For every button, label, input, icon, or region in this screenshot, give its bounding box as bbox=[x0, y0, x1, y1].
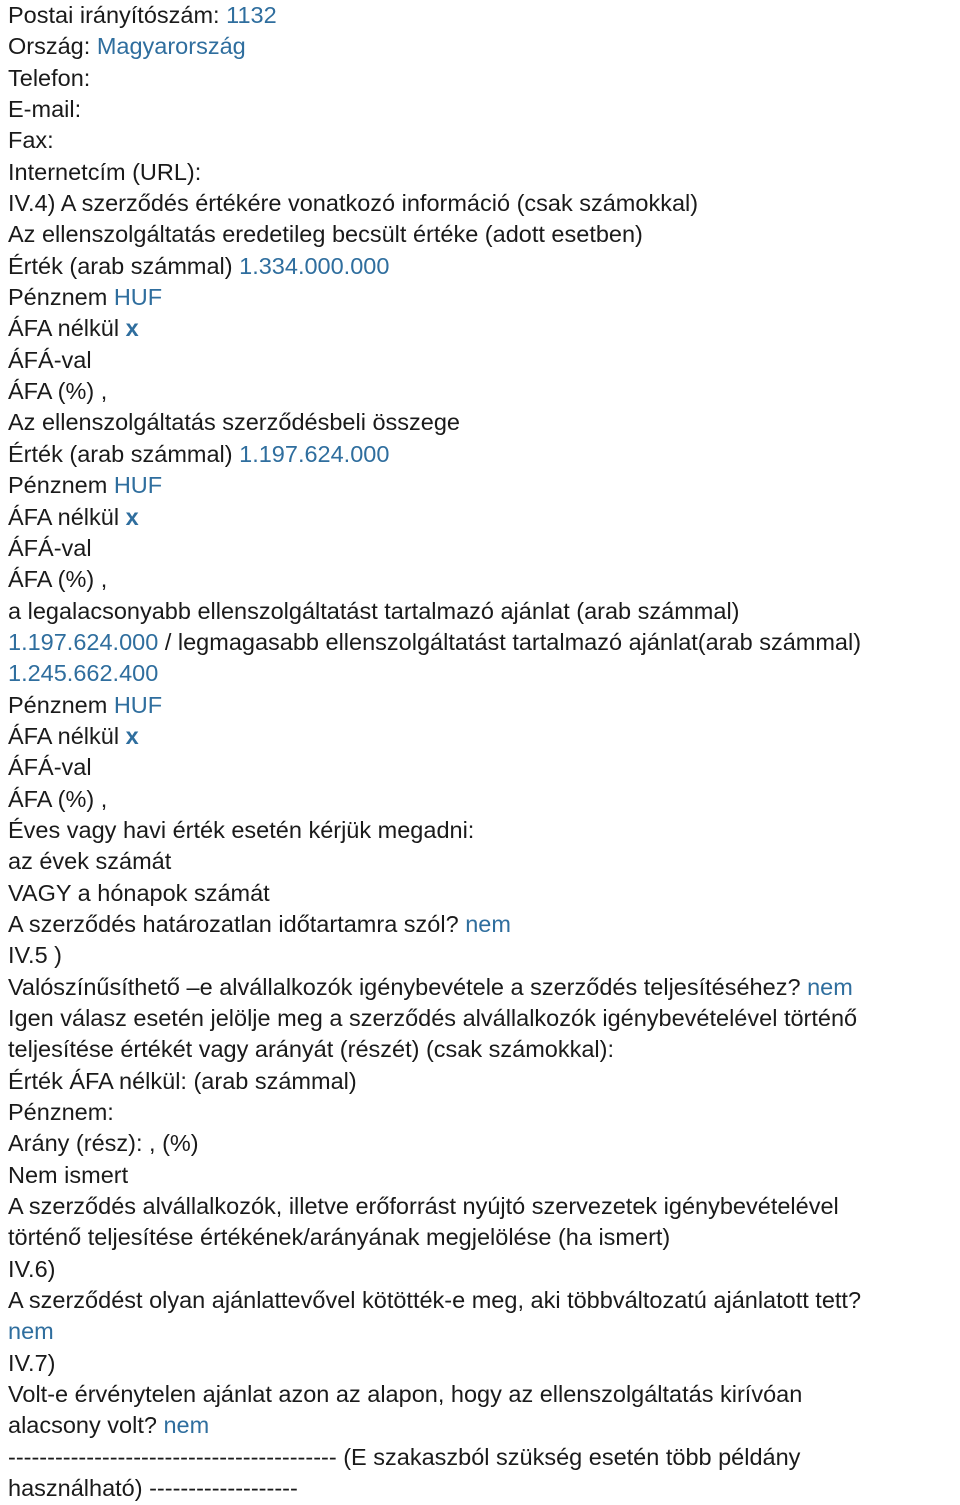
indefinite-line bbox=[8, 909, 960, 940]
no-vat-label: ÁFA nélkül bbox=[8, 503, 120, 530]
value-label: Érték (arab számmal) bbox=[8, 252, 233, 279]
with-vat-label: ÁFÁ-val bbox=[8, 534, 92, 561]
invalid-offer-question-1: Volt-e érvénytelen ajánlat azon az alapon, hogy az ellenszolgáltatás kirívóan bbox=[8, 1381, 803, 1408]
country-value: Magyarország bbox=[96, 33, 246, 60]
separator-end-line bbox=[8, 1473, 960, 1504]
postal-code-line bbox=[8, 0, 960, 31]
with-vat-label: ÁFÁ-val bbox=[8, 346, 92, 373]
postal-code-label: Postai irányítószám: bbox=[8, 2, 220, 28]
phone-label: Telefon: bbox=[8, 64, 91, 91]
currency-label: Pénznem bbox=[8, 691, 108, 718]
separator-line bbox=[8, 1442, 960, 1473]
subcontractors-answer: nem bbox=[807, 973, 853, 1000]
no-vat-line bbox=[8, 721, 960, 752]
highest-offer-value: 1.245.662.400 bbox=[8, 660, 159, 687]
url-label: Internetcím (URL): bbox=[8, 158, 202, 185]
lowest-offer-value: 1.197.624.000 bbox=[8, 628, 159, 655]
separator-dashes-right: ------------------- bbox=[149, 1475, 298, 1502]
email-label: E-mail: bbox=[8, 96, 82, 123]
subcontractors-resources-2: történő teljesítése értékének/arányának megjelölése (ha ismert) bbox=[8, 1224, 671, 1251]
section-iv4-heading: IV.4) A szerződés értékére vonatkozó információ (csak számokkal) bbox=[8, 190, 699, 217]
section-iv6-heading: IV.6) bbox=[8, 1255, 56, 1282]
no-vat-label: ÁFA nélkül bbox=[8, 722, 120, 749]
contract-sum-heading: Az ellenszolgáltatás szerződésbeli összege bbox=[8, 409, 460, 436]
subcontractors-detail-2: teljesítése értékét vagy arányát (részét) (csak számokkal): bbox=[8, 1036, 614, 1063]
postal-code-value: 1132 bbox=[226, 2, 277, 28]
fax-label: Fax: bbox=[8, 127, 54, 154]
separator-note-2: használható) bbox=[8, 1475, 143, 1502]
section-iv5-heading: IV.5 ) bbox=[8, 942, 62, 969]
months-label: VAGY a hónapok számát bbox=[8, 879, 270, 906]
years-label: az évek számát bbox=[8, 848, 172, 875]
value-label: Érték (arab számmal) bbox=[8, 440, 233, 467]
indefinite-answer: nem bbox=[465, 910, 511, 937]
country-label: Ország: bbox=[8, 33, 91, 60]
subcontractors-resources-1: A szerződés alvállalkozók, illetve erőforrást nyújtó szervezetek igénybevételével bbox=[8, 1193, 839, 1220]
original-estimate-heading: Az ellenszolgáltatás eredetileg becsült értéke (adott esetben) bbox=[8, 221, 643, 248]
unknown-label: Nem ismert bbox=[8, 1161, 129, 1188]
no-vat-mark: x bbox=[125, 315, 139, 342]
currency-line bbox=[8, 690, 960, 721]
currency-line bbox=[8, 470, 960, 501]
contract-value-line bbox=[8, 439, 960, 470]
subcontractors-question: Valószínűsíthető –e alvállalkozók igénybevétele a szerződés teljesítéséhez? bbox=[8, 973, 801, 1000]
vat-pct-label: ÁFA (%) , bbox=[8, 378, 108, 405]
currency-line bbox=[8, 282, 960, 313]
separator-dashes-left: ------------------------------------------ bbox=[8, 1443, 337, 1470]
section-iv7-heading: IV.7) bbox=[8, 1349, 56, 1376]
lowest-offer-label: a legalacsonyabb ellenszolgáltatást tartalmazó ajánlat (arab számmal) bbox=[8, 597, 740, 624]
no-vat-mark: x bbox=[125, 722, 139, 749]
currency-value: HUF bbox=[113, 691, 163, 718]
subcontractors-line bbox=[8, 972, 960, 1003]
currency-label: Pénznem bbox=[8, 472, 108, 499]
currency-colon-label: Pénznem: bbox=[8, 1099, 114, 1126]
value-no-vat-label: Érték ÁFA nélkül: (arab számmal) bbox=[8, 1067, 357, 1094]
no-vat-line bbox=[8, 313, 960, 344]
no-vat-mark: x bbox=[125, 503, 139, 530]
contract-value: 1.197.624.000 bbox=[239, 440, 390, 467]
variant-offer-answer: nem bbox=[8, 1318, 54, 1345]
invalid-offer-answer: nem bbox=[163, 1412, 210, 1439]
invalid-offer-line bbox=[8, 1410, 960, 1441]
estimated-value-line bbox=[8, 251, 960, 282]
subcontractors-detail-1: Igen válasz esetén jelölje meg a szerződés alvállalkozók igénybevételével történő bbox=[8, 1005, 858, 1031]
offer-range-line bbox=[8, 627, 960, 658]
no-vat-line bbox=[8, 502, 960, 533]
indefinite-label: A szerződés határozatlan időtartamra szól? bbox=[8, 910, 459, 937]
country-line bbox=[8, 31, 960, 62]
currency-label: Pénznem bbox=[8, 284, 108, 311]
variant-offer-question: A szerződést olyan ajánlattevővel kötötték-e meg, aki többváltozatú ajánlatott tett? bbox=[8, 1287, 862, 1314]
ratio-label: Arány (rész): , (%) bbox=[8, 1130, 199, 1157]
highest-offer-label: / legmagasabb ellenszolgáltatást tartalmazó ajánlat(arab számmal) bbox=[164, 628, 862, 655]
currency-value: HUF bbox=[113, 472, 163, 499]
vat-pct-label: ÁFA (%) , bbox=[8, 785, 108, 812]
annual-monthly-label: Éves vagy havi érték esetén kérjük megadni: bbox=[8, 816, 475, 843]
separator-note-1: (E szakaszból szükség esetén több példány bbox=[343, 1443, 801, 1470]
currency-value: HUF bbox=[113, 284, 163, 311]
vat-pct-label: ÁFA (%) , bbox=[8, 566, 108, 593]
estimated-value: 1.334.000.000 bbox=[239, 252, 390, 279]
invalid-offer-question-2: alacsony volt? bbox=[8, 1412, 157, 1439]
with-vat-label: ÁFÁ-val bbox=[8, 754, 92, 781]
no-vat-label: ÁFA nélkül bbox=[8, 315, 120, 342]
